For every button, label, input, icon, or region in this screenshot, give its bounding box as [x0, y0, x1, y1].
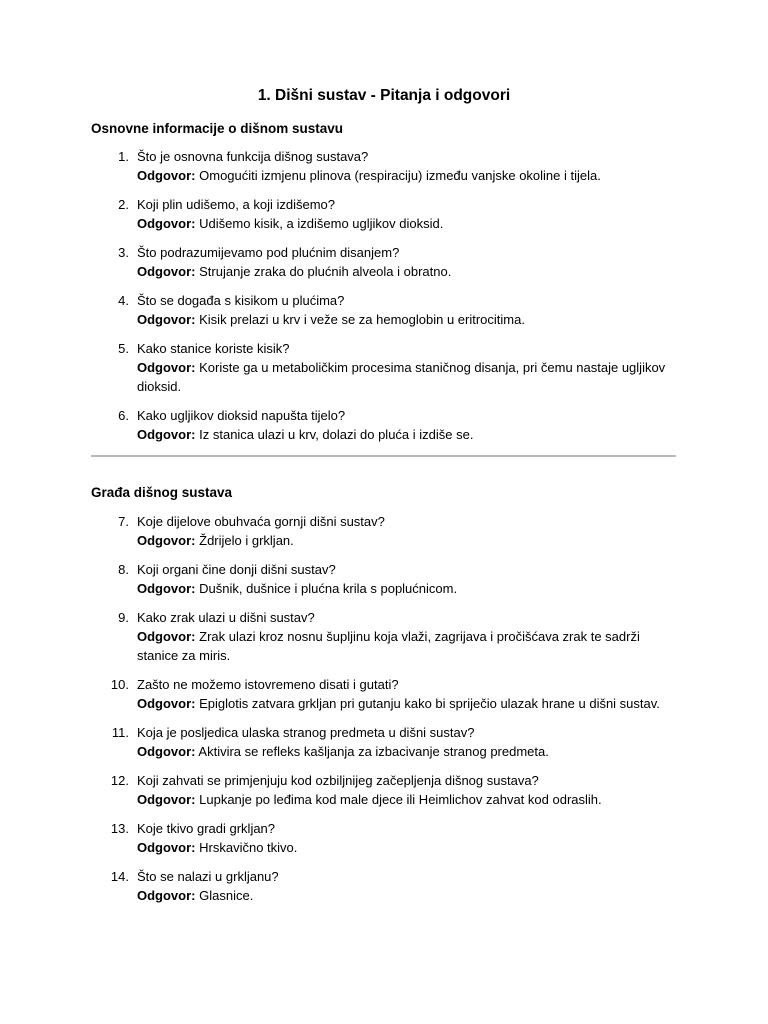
qa-item [0, 675, 768, 713]
answer [137, 425, 677, 444]
question-text: Kako zrak ulazi u dišni sustav? [137, 610, 315, 625]
question-text: Koji organi čine donji dišni sustav? [137, 562, 336, 577]
question-text: Koja je posljedica ulaska stranog predmeta u dišni sustav? [137, 725, 475, 740]
answer [137, 262, 677, 281]
qa-item [0, 147, 768, 185]
qa-body [137, 147, 677, 185]
answer-text: Epiglotis zatvara grkljan pri gutanju kako bi spriječio ulazak hrane u dišni sustav. [199, 696, 660, 711]
answer-label: Odgovor: [137, 792, 196, 807]
answer [137, 838, 677, 857]
answer [137, 214, 677, 233]
qa-item [0, 291, 768, 329]
qa-body [137, 675, 677, 713]
answer-text: Kisik prelazi u krv i veže se za hemoglobin u eritrocitima. [199, 312, 525, 327]
answer-text: Glasnice. [199, 888, 254, 903]
qa-item [0, 195, 768, 233]
question-text: Što se nalazi u grkljanu? [137, 869, 279, 884]
answer-label: Odgovor: [137, 427, 196, 442]
qa-body [137, 339, 677, 396]
qa-item [0, 771, 768, 809]
qa-body [137, 195, 677, 233]
question-number: 6. [118, 408, 129, 423]
qa-body [137, 560, 677, 598]
answer-label: Odgovor: [137, 744, 196, 759]
qa-body [137, 819, 677, 857]
question-text: Koji zahvati se primjenjuju kod ozbiljnijeg začepljenja dišnog sustava? [137, 773, 539, 788]
question-text: Što podrazumijevamo pod plućnim disanjem? [137, 245, 400, 260]
question-number: 13. [110, 821, 129, 836]
qa-body [137, 723, 677, 761]
question-text: Koji plin udišemo, a koji izdišemo? [137, 197, 335, 212]
question-number: 2. [118, 197, 129, 212]
qa-list-basic-info [0, 147, 768, 454]
question-number: 9. [118, 610, 129, 625]
answer [137, 694, 677, 713]
question-number: 3. [118, 245, 129, 260]
answer-text: Iz stanica ulazi u krv, dolazi do pluća i izdiše se. [199, 427, 474, 442]
qa-list-structure [0, 512, 768, 915]
qa-item [0, 339, 768, 396]
answer-label: Odgovor: [137, 888, 196, 903]
answer-text: Udišemo kisik, a izdišemo ugljikov dioksid. [199, 216, 444, 231]
answer [137, 166, 677, 185]
question-number: 10. [110, 677, 129, 692]
qa-body [137, 291, 677, 329]
answer-label: Odgovor: [137, 312, 196, 327]
qa-item [0, 608, 768, 665]
question-number: 11. [111, 725, 129, 740]
answer-text: Strujanje zraka do plućnih alveola i obratno. [199, 264, 452, 279]
answer [137, 742, 677, 761]
answer-label: Odgovor: [137, 216, 196, 231]
answer-text: Hrskavično tkivo. [199, 840, 298, 855]
qa-body [137, 243, 677, 281]
answer-text: Aktivira se refleks kašljanja za izbacivanje stranog predmeta. [198, 744, 549, 759]
question-number: 8. [118, 562, 129, 577]
question-number: 5. [118, 341, 129, 356]
question-number: 14. [110, 869, 129, 884]
qa-body [137, 406, 677, 444]
question-text: Što se događa s kisikom u plućima? [137, 293, 345, 308]
qa-item [0, 406, 768, 444]
answer-text: Dušnik, dušnice i plućna krila s poplućnicom. [199, 581, 458, 596]
question-text: Koje tkivo gradi grkljan? [137, 821, 276, 836]
answer-text: Lupkanje po leđima kod male djece ili Heimlichov zahvat kod odraslih. [199, 792, 602, 807]
qa-body [137, 512, 677, 550]
question-number: 4. [118, 293, 129, 308]
answer-label: Odgovor: [137, 264, 196, 279]
question-text: Zašto ne možemo istovremeno disati i gutati? [137, 677, 399, 692]
answer-text: Koriste ga u metaboličkim procesima staničnog disanja, pri čemu nastaje ugljikov dioksid. [137, 360, 666, 394]
section-divider [91, 455, 676, 457]
document-title: 1. Dišni sustav - Pitanja i odgovori [257, 87, 511, 104]
answer-label: Odgovor: [137, 533, 196, 548]
answer-label: Odgovor: [137, 168, 196, 183]
question-text: Što je osnovna funkcija dišnog sustava? [137, 149, 369, 164]
answer [137, 531, 677, 550]
question-number: 12. [110, 773, 129, 788]
qa-body [137, 771, 677, 809]
answer-label: Odgovor: [137, 696, 196, 711]
answer-label: Odgovor: [137, 360, 196, 375]
answer-label: Odgovor: [137, 629, 196, 644]
qa-item [0, 243, 768, 281]
answer-label: Odgovor: [137, 581, 196, 596]
qa-body [137, 608, 677, 665]
question-text: Koje dijelove obuhvaća gornji dišni sustav? [137, 514, 385, 529]
answer-text: Zrak ulazi kroz nosnu šupljinu koja vlaži, zagrijava i pročišćava zrak te sadrži stanice za miris. [137, 629, 640, 663]
answer-label: Odgovor: [137, 840, 196, 855]
answer [137, 358, 677, 396]
question-number: 7. [118, 514, 129, 529]
qa-item [0, 560, 768, 598]
answer [137, 310, 677, 329]
question-text: Kako stanice koriste kisik? [137, 341, 290, 356]
qa-item [0, 723, 768, 761]
question-text: Kako ugljikov dioksid napušta tijelo? [137, 408, 346, 423]
answer-text: Ždrijelo i grkljan. [199, 533, 294, 548]
qa-body [137, 867, 677, 905]
answer [137, 627, 677, 665]
question-number: 1. [118, 149, 129, 164]
section-heading-structure: Građa dišnog sustava [91, 485, 233, 500]
qa-item [0, 867, 768, 905]
answer [137, 579, 677, 598]
answer [137, 790, 677, 809]
qa-item [0, 819, 768, 857]
answer [137, 886, 677, 905]
section-heading-basic-info: Osnovne informacije o dišnom sustavu [91, 121, 344, 136]
qa-item [0, 512, 768, 550]
answer-text: Omogućiti izmjenu plinova (respiraciju) između vanjske okoline i tijela. [199, 168, 601, 183]
